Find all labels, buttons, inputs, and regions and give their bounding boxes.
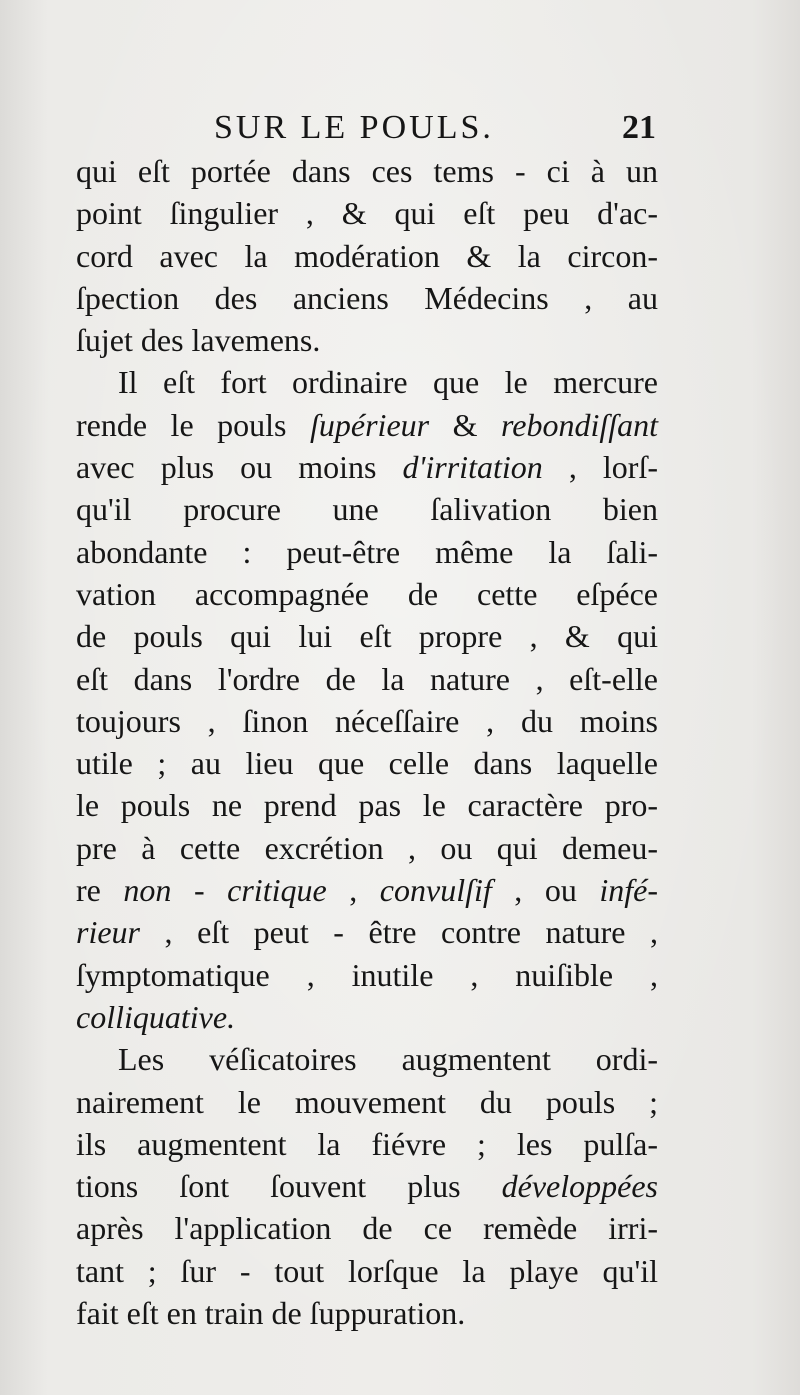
text-segment: fait eſt en train de ſuppuration. [76,1295,466,1332]
italic-text: colliquative. [76,998,236,1035]
italic-text: rebondiſſant [500,406,659,443]
text-segment: ſujet des lavemens. [76,322,321,359]
text-line [76,700,658,742]
text-line [76,954,658,996]
text-segment: re [76,872,124,909]
text-segment: Les véſicatoires augmentent ordi- [118,1041,658,1078]
paragraph [76,150,658,361]
text-segment: ſymptomatique , inutile , nuiſible , [76,956,658,993]
text-segment: qui eſt portée dans ces tems - ci à un [76,153,658,189]
text-segment: après l'application de ce remède irri- [76,1210,658,1247]
text-line [76,361,658,403]
text-segment: avec plus ou moins [76,449,403,486]
italic-text: rieur [76,914,140,951]
italic-text: infé- [599,872,659,909]
text-line [76,1207,658,1249]
text-segment: , lorſ- [542,449,658,486]
text-line [76,531,658,573]
page-number: 21 [622,109,656,146]
body-text [76,150,658,1334]
paragraph [76,361,658,1038]
text-line [76,911,658,953]
text-line [76,1250,658,1292]
text-segment: , ou [491,872,600,909]
text-line [76,192,658,234]
text-line [76,1038,658,1080]
text-segment: pre à cette excrétion , ou qui demeu- [76,829,658,866]
text-line [76,150,658,192]
text-segment: eſt dans l'ordre de la nature , eſt-elle [76,660,658,697]
text-line [76,319,658,361]
italic-text: convulſif [379,872,492,909]
text-line [76,1165,658,1207]
page-header [76,108,658,148]
text-line [76,404,658,446]
text-line [76,1292,658,1334]
italic-text: non - critique [123,872,327,909]
text-line [76,488,658,530]
text-segment: , [326,872,380,909]
text-line [76,277,658,319]
text-segment: ſpection des anciens Médecins , au [76,279,658,316]
text-segment: qu'il procure une ſalivation bien [76,491,658,528]
text-segment: ils augmentent la fiévre ; les pulſa- [76,1125,658,1162]
text-line [76,446,658,488]
italic-text: ſupérieur [310,406,430,443]
text-line [76,827,658,869]
text-segment: toujours , ſinon néceſſaire , du moins [76,702,658,739]
text-line [76,658,658,700]
text-line [76,1081,658,1123]
text-line [76,235,658,277]
paragraph [76,1038,658,1334]
text-segment: de pouls qui lui eſt propre , & qui [76,618,658,655]
text-segment: nairement le mouvement du pouls ; [76,1083,658,1120]
text-line [76,573,658,615]
text-line [76,615,658,657]
text-segment: vation accompagnée de cette eſpéce [76,575,658,612]
text-segment: rende le pouls [76,406,310,443]
text-segment: abondante : peut-être même la ſali- [76,533,658,570]
text-line [76,784,658,826]
text-line [76,996,658,1038]
text-segment: & [429,406,501,443]
running-title: SUR LE POULS. [214,109,494,146]
text-segment: point ſingulier , & qui eſt peu d'ac- [76,195,658,232]
italic-text: d'irritation [402,449,543,486]
text-segment: utile ; au lieu que celle dans laquelle [76,745,658,782]
text-segment: le pouls ne prend pas le caractère pro- [76,787,658,824]
text-segment: Il eſt fort ordinaire que le mercure [118,364,658,401]
text-segment: tions ſont ſouvent plus [76,1168,502,1205]
text-segment: tant ; ſur - tout lorſque la playe qu'il [76,1252,658,1289]
italic-text: développées [501,1168,658,1205]
text-line [76,742,658,784]
text-line [76,1123,658,1165]
text-segment: cord avec la modération & la circon- [76,237,658,274]
text-segment: , eſt peut - être contre nature , [140,914,658,951]
text-line [76,869,658,911]
